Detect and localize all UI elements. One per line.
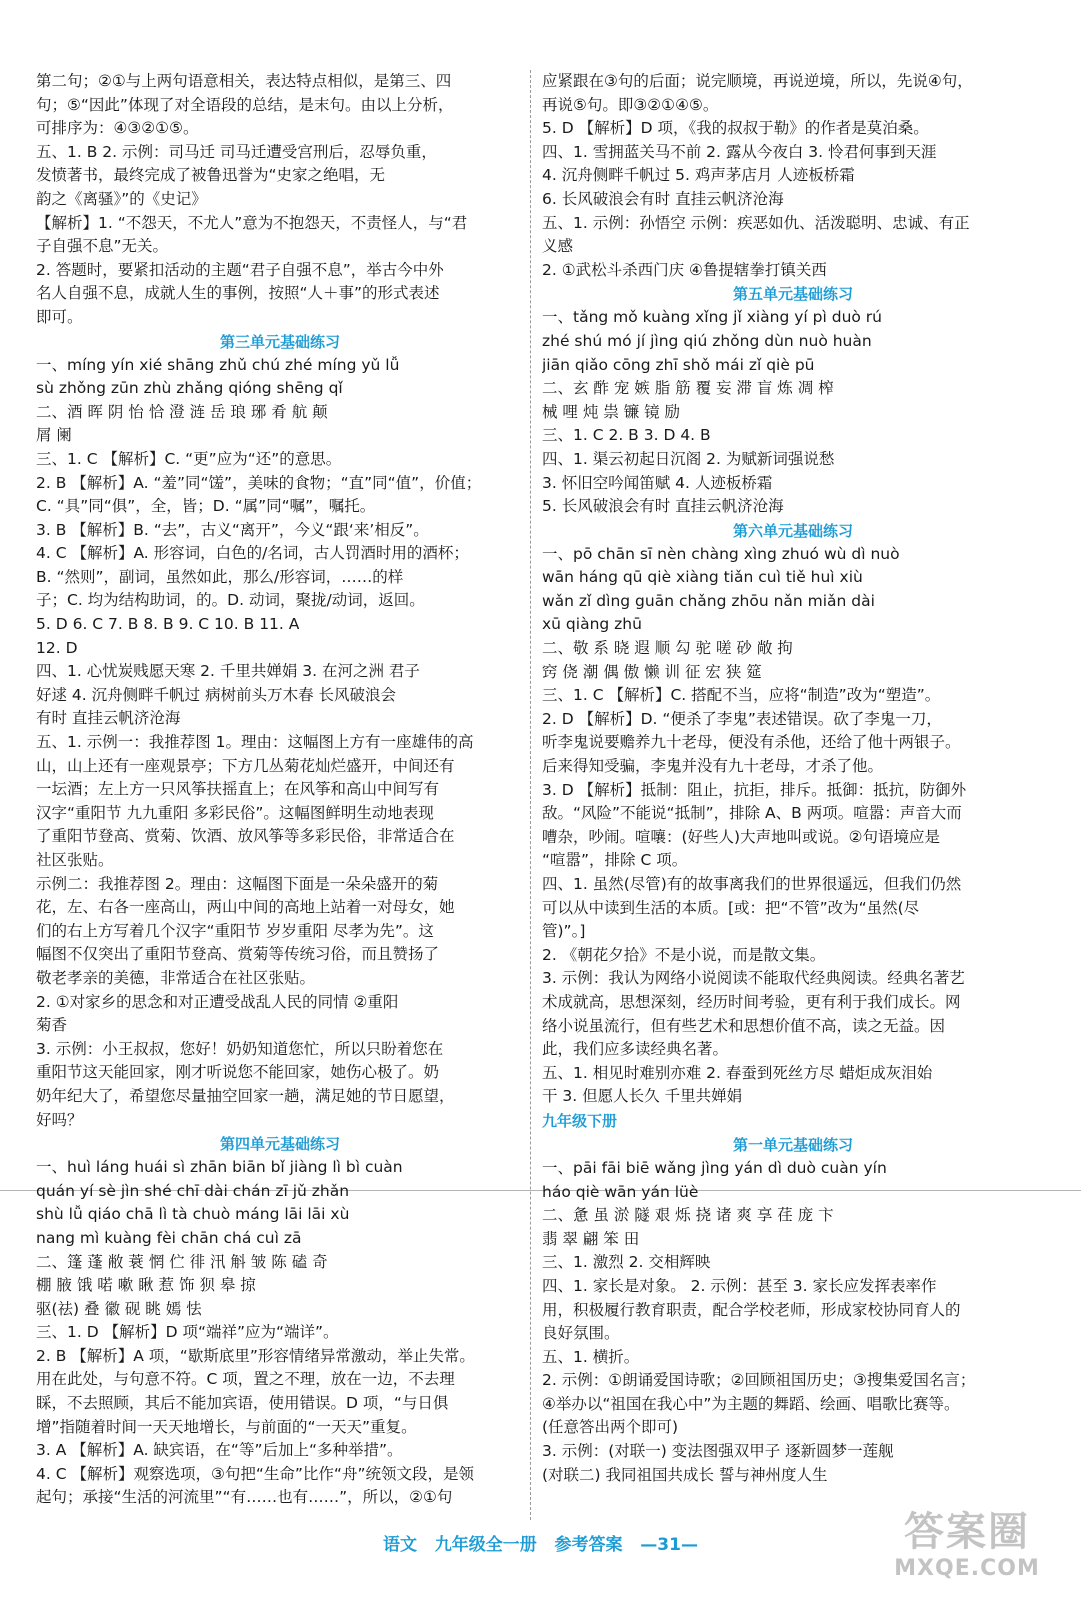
answer-line: 3. B 【解析】B. “去”，古义“离开”，今义“跟‘来’相反”。 <box>36 520 429 539</box>
answer-line: 2. 答题时，要紧扣活动的主题“君子自强不息”，举古今中外 <box>36 260 444 279</box>
answer-line: 二、惫 虽 淤 隧 艰 烁 挠 诸 爽 享 荏 庞 卞 <box>542 1206 834 1225</box>
answer-line: 屑 阑 <box>36 426 72 445</box>
answer-line: 即可。 <box>36 307 83 326</box>
answer-line: 二、篷 蓬 敝 蓑 惘 伫 徘 汛 斛 皱 陈 磕 奇 <box>36 1252 328 1271</box>
answer-line: 一、míng yín xié shāng zhǔ chú zhé míng yǔ lǚ <box>36 355 400 374</box>
answer-line: 一、pāi fāi biē wǎng jìng yán dì duò cuàn yín <box>542 1158 887 1177</box>
answer-line: 一坛酒；左上方一只风筝扶摇直上；在风筝和高山中间写有 <box>36 780 440 799</box>
answer-line: 五、1. 相见时难别亦难 2. 春蚕到死丝方尽 蜡炬成灰泪始 <box>542 1063 933 1082</box>
answer-line: 一、huì láng huái sì zhān biān bǐ jiàng lì bì cuàn <box>36 1158 403 1177</box>
answer-line: 三、1. 激烈 2. 交相辉映 <box>542 1253 711 1272</box>
answer-line: 三、1. D 【解析】D 项“端祥”应为“端详”。 <box>36 1323 339 1342</box>
answer-line: 汉字“重阳节 九九重阳 多彩民俗”。这幅图鲜明生动地表现 <box>36 803 434 822</box>
answer-line: 四、1. 渠云初起日沉阁 2. 为赋新词强说愁 <box>542 449 835 468</box>
answer-line: C. “具”同“俱”，全，皆；D. “属”同“嘱”，嘱托。 <box>36 497 376 516</box>
answer-line: 用，积极履行教育职责，配合学校老师，形成家校协同育人的 <box>542 1300 961 1319</box>
answer-line: 良好氛围。 <box>542 1324 620 1343</box>
answer-line: 12. D <box>36 638 78 657</box>
answer-line: 花，左、右各一座高山，两山中间的高地上站着一对母女，她 <box>36 898 455 917</box>
answer-line: 一、tǎng mǒ kuàng xǐng jǐ xiàng yí pì duò rú <box>542 308 883 327</box>
answer-line: 敌。“风险”不能说“抵制”，排除 A、B 两项。喧嚣：声音大而 <box>542 804 962 823</box>
section-heading: 第四单元基础练习 <box>219 1135 340 1154</box>
answer-line: 后来得知受骗，李鬼并没有九十老母，才杀了他。 <box>542 757 884 776</box>
answer-line: 5. D 6. C 7. B 8. B 9. C 10. B 11. A <box>36 615 300 634</box>
answer-line: 械 哩 炖 祟 镰 镜 励 <box>542 402 681 421</box>
answer-line: 五、1. B 2. 示例：司马迁 司马迁遭受宫刑后，忍辱负重， <box>36 142 437 161</box>
answer-line: 驱(祛) 叠 徽 砚 眺 嫣 怯 <box>36 1299 202 1318</box>
answer-line: 们的右上方写着几个汉字“重阳节 岁岁重阳 尽孝为先”。这 <box>36 921 434 940</box>
watermark-logo <box>872 1500 1062 1596</box>
section-heading: 第六单元基础练习 <box>732 521 853 540</box>
answer-line: 义感 <box>542 237 574 256</box>
answer-line: “喧嚣”，排除 C 项。 <box>542 851 688 870</box>
answer-line: 应紧跟在③句的后面；说完顺境，再说逆境，所以，先说④句， <box>542 72 973 90</box>
answer-line: xū qiàng zhū <box>542 615 642 634</box>
section-heading: 第五单元基础练习 <box>732 285 853 304</box>
answer-line: 一、pō chān sī nèn chàng xìng zhuó wù dì nuò <box>542 544 900 563</box>
answer-line: 社区张贴。 <box>36 851 114 869</box>
column-divider <box>530 70 531 1520</box>
answer-line: 增”指随着时间一天天地增长，与前面的“一天天”重复。 <box>36 1417 417 1436</box>
answer-line: B. “然则”，副词，虽然如此，那么/形容词，……的样 <box>36 567 404 586</box>
answer-line: 4. C 【解析】观察选项，③句把“生命”比作“舟”统领文段，是领 <box>36 1464 474 1483</box>
answer-line: 了重阳节登高、赏菊、饮酒、放风筝等多彩民俗，非常适合在 <box>36 827 455 846</box>
answer-line: 三、1. C 【解析】C. “更”应为“还”的意思。 <box>36 449 342 468</box>
answer-line: 络小说虽流行，但有些艺术和思想价值不高，读之无益。因 <box>542 1016 946 1035</box>
answer-line: 此，我们应多读经典名著。 <box>542 1040 729 1059</box>
answer-line: wǎn zǐ dìng guān chǎng zhōu nǎn miǎn dài <box>542 591 875 610</box>
answer-line: 管)”。] <box>542 922 586 941</box>
answer-line: sù zhǒng zūn zhù zhǎng qióng shēng qǐ <box>36 379 343 398</box>
volume-heading: 九年级下册 <box>542 1111 618 1130</box>
answer-line: 嘈杂，吵闹。喧嚷：(好些人)大声地叫或说。②句语境应是 <box>542 827 940 846</box>
answer-line: 四、1. 家长是对象。 2. 示例：甚至 3. 家长应发挥表率作 <box>542 1276 937 1295</box>
answer-line: 术成就高，思想深刻，经历时间考验，更有利于我们成长。网 <box>542 992 961 1011</box>
answer-line: 2. 示例：①朗诵爱国诗歌；②回顾祖国历史；③搜集爱国名言； <box>542 1371 976 1390</box>
answer-line: 2. ①对家乡的思念和对正遭受战乱人民的同情 ②重阳 <box>36 992 399 1011</box>
answer-line: 棚 腋 饿 喏 嗽 瞅 惹 饰 狈 皋 掠 <box>36 1276 256 1295</box>
answer-line: 三、1. C 【解析】C. 搭配不当，应将“制造”改为“塑造”。 <box>542 686 941 705</box>
answer-line: 可以从中读到生活的本质。[或：把“不管”改为“虽然(尽 <box>542 898 920 917</box>
answer-line: 窍 侥 潮 偶 傲 懒 训 征 宏 狭 筵 <box>542 662 762 681</box>
answer-line: háo qiè wān yán lüè <box>542 1182 699 1201</box>
answer-line: 3. D 【解析】抵制：阻止，抗拒，排斥。抵御：抵抗，防御外 <box>542 780 967 799</box>
answer-line: 韵之《离骚》”的《史记》 <box>36 189 207 208</box>
answer-line: 3. 示例：小王叔叔，您好！奶奶知道您忙，所以只盼着您在 <box>36 1039 444 1058</box>
page-footer: 语文 九年级全一册 参考答案 —31— <box>383 1535 698 1555</box>
answer-line: 2. ①武松斗杀西门庆 ④鲁提辖拳打镇关西 <box>542 260 827 279</box>
watermark-brand: 答案圈 <box>904 1509 1030 1555</box>
answer-line: 第二句；②①与上两句语意相关，表达特点相似，是第三、四 <box>36 72 452 90</box>
answer-line: 4. C 【解析】A. 形容词，白色的/名词，古人罚酒时用的酒杯； <box>36 544 469 563</box>
section-heading: 第三单元基础练习 <box>219 332 340 351</box>
answer-line: 3. A 【解析】A. 缺宾语，在“等”后加上“多种举措”。 <box>36 1441 403 1460</box>
answer-line: 五、1. 示例：孙悟空 示例：疾恶如仇、活泼聪明、忠诚、有正 <box>542 213 970 232</box>
answer-line: 幅图不仅突出了重阳节登高、赏菊等传统习俗，而且赞扬了 <box>36 945 440 964</box>
answer-line: 二、酒 晖 阴 怡 恰 澄 涟 岳 琅 琊 肴 航 颠 <box>36 402 328 421</box>
answer-line: 翡 翠 翩 笨 田 <box>542 1229 640 1248</box>
answer-line: 5. D 【解析】D 项，《我的叔叔于勒》的作者是莫泊桑。 <box>542 119 929 138</box>
answer-line: 5. 长风破浪会有时 直挂云帆济沧海 <box>542 497 784 516</box>
answer-line: nang mì kuàng fèi chān chá cuì zā <box>36 1228 302 1247</box>
answer-line: 2. B 【解析】A. “羞”同“馐”，美味的食物；“直”同“值”，价值； <box>36 473 482 492</box>
left-column <box>36 70 524 1510</box>
answer-line: 子自强不息”无关。 <box>36 237 169 256</box>
answer-line: 3. 怀旧空吟闻笛赋 4. 人迹板桥霜 <box>542 473 773 492</box>
answer-line: 听李鬼说要赡养九十老母，便没有杀他，还给了他十两银子。 <box>542 733 961 752</box>
answer-line: 菊香 <box>36 1016 68 1035</box>
answer-line: 起句；承接“生活的河流里”“有……也有……”，所以，②①句 <box>36 1488 453 1507</box>
answer-line: 二、敬 系 晓 遐 顺 勾 驼 嗟 砂 敞 拘 <box>542 639 793 658</box>
answer-line: 有时 直挂云帆济沧海 <box>36 709 181 728</box>
section-heading: 第一单元基础练习 <box>732 1135 853 1154</box>
answer-line: 四、1. 雪拥蓝关马不前 2. 露从今夜白 3. 怜君何事到天涯 <box>542 142 937 161</box>
answer-line: 示例二：我推荐图 2。理由：这幅图下面是一朵朵盛开的菊 <box>36 874 439 893</box>
right-column <box>542 70 1044 1487</box>
answer-line: 睬，不去照顾，其后不能加宾语，使用错误。D 项，“与日俱 <box>36 1394 449 1413</box>
answer-line: 子；C. 均为结构助词，的。D. 动词，聚拢/动词，返回。 <box>36 591 425 610</box>
answer-line: 【解析】1. “不怨天，不尤人”意为不抱怨天，不责怪人，与“君 <box>36 213 468 232</box>
answer-line: 好吗？ <box>36 1110 83 1129</box>
answer-line: 重阳节这天能回家，刚才听说您不能回家，她伤心极了。奶 <box>36 1063 440 1082</box>
answer-line: 四、1. 心忧炭贱愿天寒 2. 千里共婵娟 3. 在河之洲 君子 <box>36 662 420 681</box>
answer-line: 3. 示例：(对联一) 变法图强双甲子 逐新圆梦一莲舰 <box>542 1442 894 1461</box>
answer-line: 敬老孝亲的美德，非常适合在社区张贴。 <box>36 968 316 987</box>
answer-line: 6. 长风破浪会有时 直挂云帆济沧海 <box>542 189 784 208</box>
answer-line: 四、1. 虽然(尽管)有的故事离我们的世界很遥远，但我们仍然 <box>542 875 962 893</box>
answer-line: jiān qiǎo cōng zhī shǒ mái zǐ qiè pū <box>542 355 815 374</box>
answer-line: (任意答出两个即可) <box>542 1418 679 1437</box>
watermark-url: MXQE.COM <box>894 1556 1040 1581</box>
answer-line: 2. B 【解析】A 项，“歇斯底里”形容情绪异常激动，举止失常。 <box>36 1346 475 1365</box>
answer-line: 五、1. 示例一：我推荐图 1。理由：这幅图上方有一座雄伟的高 <box>36 733 474 752</box>
answer-line: 奶年纪大了，希望您尽量抽空回家一趟，满足她的节日愿望， <box>36 1086 455 1105</box>
answer-line: 2. D 【解析】D. “便杀了李鬼”表述错误。砍了李鬼一刀， <box>542 709 942 728</box>
answer-line: 用在此处，与句意不符。C 项，置之不理，放在一边，不去理 <box>36 1370 455 1389</box>
answer-line: 2. 《朝花夕拾》不是小说，而是散文集。 <box>542 945 826 964</box>
answer-line: 三、1. C 2. B 3. D 4. B <box>542 426 711 445</box>
answer-line: 二、玄 酢 宠 嫉 脂 筋 覆 妄 滞 盲 炼 凋 榨 <box>542 379 834 398</box>
answer-line: 名人自强不息，成就人生的事例，按照“人＋事”的形式表述 <box>36 284 440 303</box>
answer-line: 五、1. 横折。 <box>542 1347 640 1366</box>
answer-line: 山，山上还有一座观景亭；下方几丛菊花灿烂盛开，中间还有 <box>36 756 455 775</box>
answer-line: zhé shú mó jí jìng qiú zhǒng dùn nuò huàn <box>542 331 872 350</box>
answer-line: shù lǚ qiáo chā lì tà chuò máng lāi lāi xù <box>36 1205 350 1224</box>
answer-line: (对联二) 我同祖国共成长 誓与神州度人生 <box>542 1465 828 1484</box>
answer-line: ④举办以“祖国在我心中”为主题的舞蹈、绘画、唱歌比赛等。 <box>542 1394 960 1413</box>
answer-line: 4. 沉舟侧畔千帆过 5. 鸡声茅店月 人迹板桥霜 <box>542 166 855 185</box>
answer-line: wān háng qū qiè xiàng tiǎn cuì tiě huì xiù <box>542 568 863 587</box>
answer-line: 干 3. 但愿人长久 千里共婵娟 <box>542 1087 743 1106</box>
answer-line: 句；⑤“因此”体现了对全语段的总结，是末句。由以上分析， <box>36 95 454 114</box>
answer-line: 3. 示例：我认为网络小说阅读不能取代经典阅读。经典名著艺 <box>542 969 965 988</box>
answer-line: 可排序为：④③②①⑤。 <box>36 119 199 138</box>
answer-line: 再说⑤句。即③②①④⑤。 <box>542 95 719 114</box>
answer-line: 好逑 4. 沉舟侧畔千帆过 病树前头万木春 长风破浪会 <box>36 685 396 704</box>
answer-line: 发愤著书，最终完成了被鲁迅誉为“史家之绝唱，无 <box>36 166 386 185</box>
answer-line: quán yí sè jìn shé chī dài chán zī jǔ zhǎn <box>36 1181 350 1200</box>
